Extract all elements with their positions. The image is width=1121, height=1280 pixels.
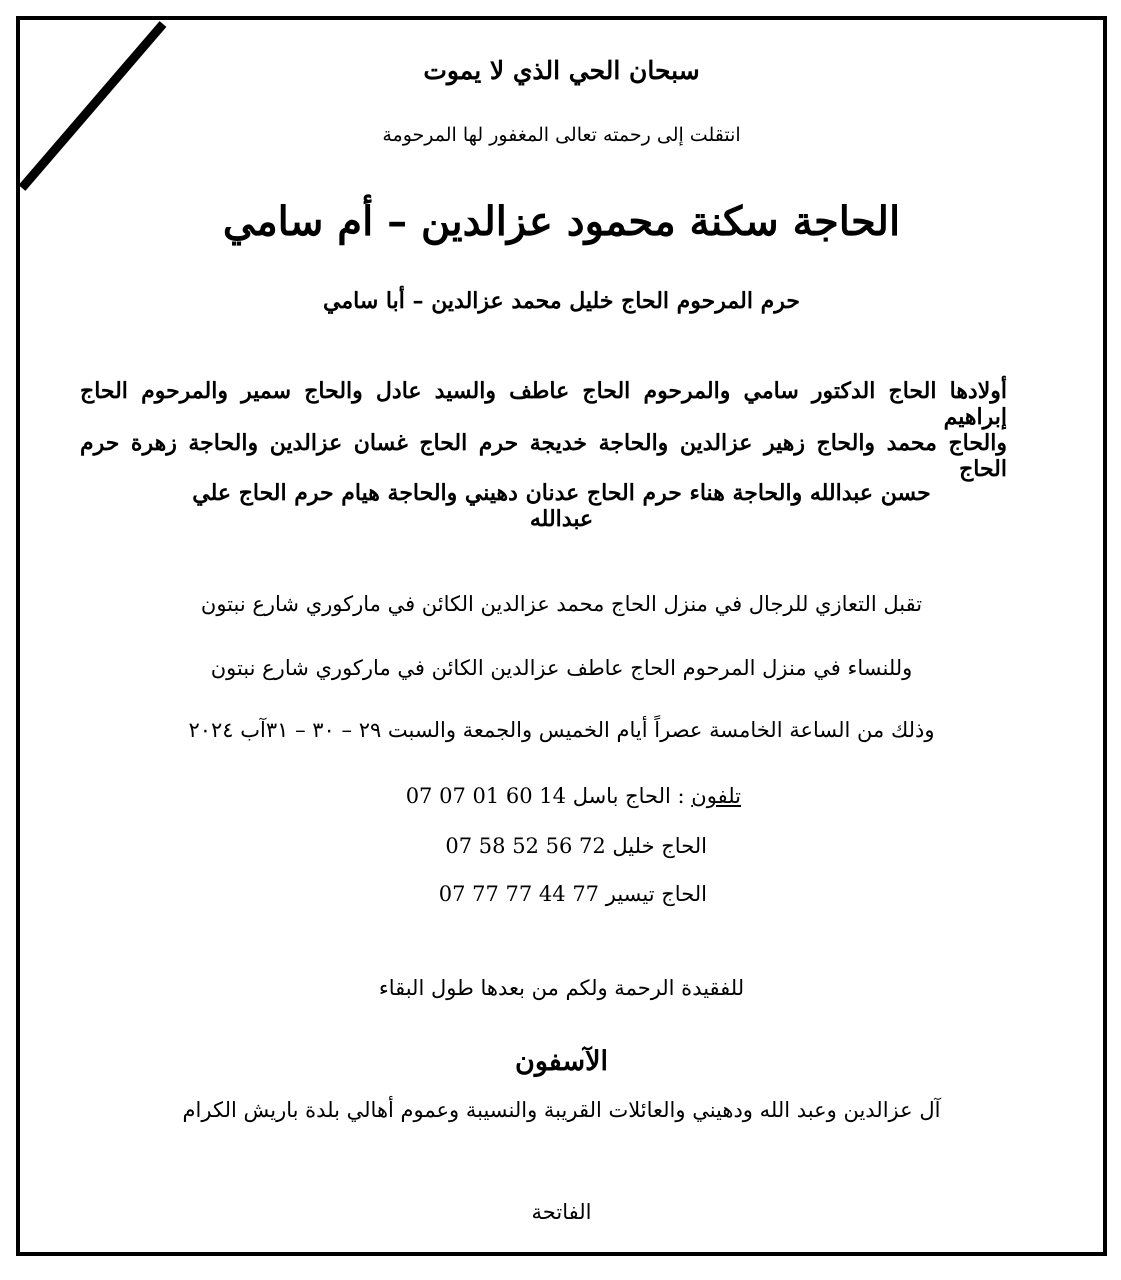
- phone-number: 07 77 77 44 77: [438, 882, 600, 906]
- notice-frame: [16, 16, 1107, 1256]
- mourners-title: الآسفون: [515, 1046, 608, 1077]
- family-line-2: والحاج محمد والحاج زهير عزالدين والحاجة خديجة حرم الحاج غسان عزالدين والحاجة زهرة حرم الحاج: [80, 430, 1007, 482]
- family-line-1: أولادها الحاج الدكتور سامي والمرحوم الحاج عاطف والسيد عادل والحاج سمير والمرحوم الحاج إبراهيم: [80, 378, 1007, 430]
- condolences-women: وللنساء في منزل المرحوم الحاج عاطف عزالدين الكائن في ماركوري شارع نبتون: [210, 656, 913, 680]
- deceased-name: الحاجة سكنة محمود عزالدين – أم سامي: [222, 198, 901, 245]
- phone-contact-name: : الحاج باسل: [572, 784, 685, 808]
- mourners-list: آل عزالدين وعبد الله ودهيني والعائلات القريبة والنسيبة وعموم أهالي بلدة باريش الكرام: [182, 1098, 941, 1122]
- condolence-time-dates: وذلك من الساعة الخامسة عصراً أيام الخميس والجمعة والسبت ٢٩ – ٣٠ – ٣١آب ٢٠٢٤: [188, 718, 935, 742]
- phone-entry-1: [406, 784, 741, 808]
- notice-heading: سبحان الحي الذي لا يموت: [423, 56, 700, 85]
- closing-line: الفاتحة: [531, 1200, 592, 1224]
- phone-contact-name: الحاج تيسير: [605, 882, 707, 906]
- notice-intro: انتقلت إلى رحمته تعالى المغفور لها المرحومة: [382, 124, 741, 146]
- phone-number: 07 07 01 60 14: [405, 784, 566, 808]
- mourning-ribbon-icon: [20, 20, 190, 210]
- spouse-line: حرم المرحوم الحاج خليل محمد عزالدين – أبا سامي: [323, 288, 800, 314]
- phone-entry-2: [445, 834, 707, 858]
- blessing-line: للفقيدة الرحمة ولكم من بعدها طول البقاء: [378, 976, 745, 1000]
- condolences-men: تقبل التعازي للرجال في منزل الحاج محمد عزالدين الكائن في ماركوري شارع نبتون: [200, 592, 923, 616]
- family-line-3: حسن عبدالله والحاجة هناء حرم الحاج عدنان دهيني والحاجة هيام حرم الحاج علي عبدالله: [192, 480, 931, 532]
- phone-label: تلفون: [691, 784, 741, 808]
- phone-number: 07 58 52 56 72: [445, 834, 606, 858]
- phone-contact-name: الحاج خليل: [612, 834, 707, 858]
- phone-entry-3: [439, 882, 707, 906]
